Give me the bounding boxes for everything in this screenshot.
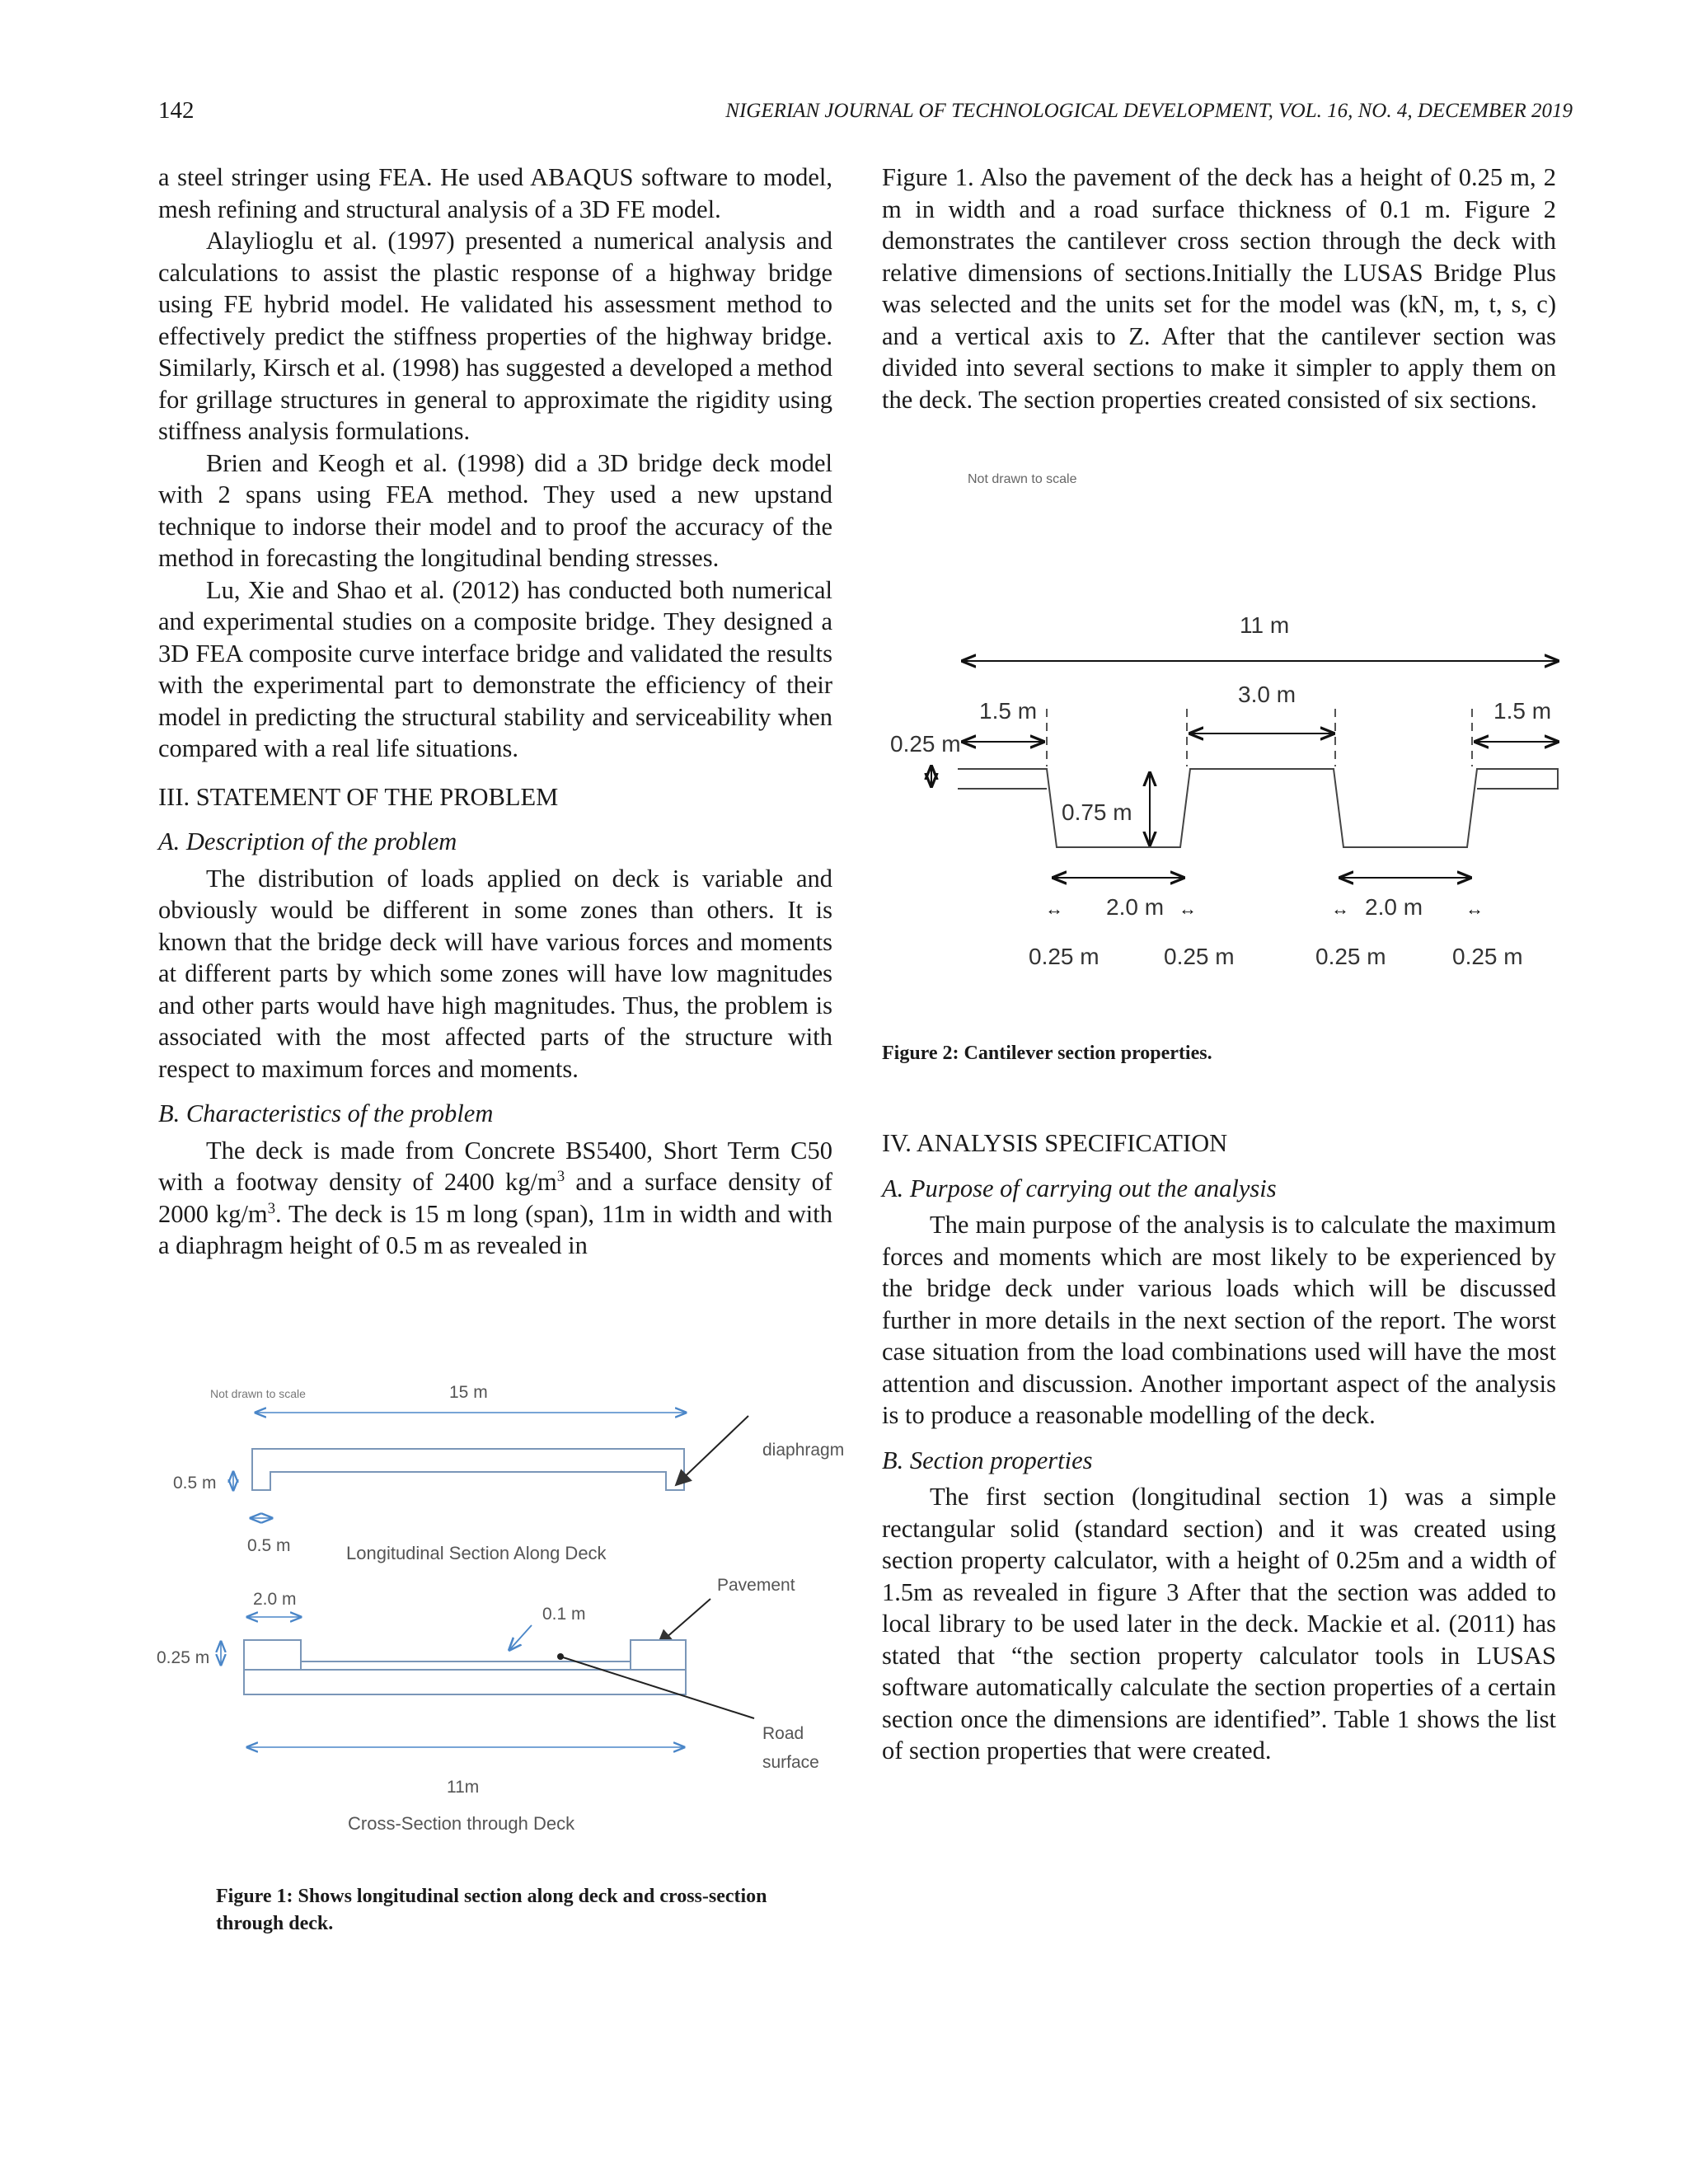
surface-label: 0.1 m [542,1605,586,1624]
subsection-heading: A. Purpose of carrying out the analysis [882,1174,1277,1202]
span-label: 15 m [449,1383,488,1402]
right-cantilever-label: 1.5 m [1493,698,1552,724]
paragraph: The main purpose of the analysis is to calculate the maximum forces and moments which are most likely to be experienced by the bridge deck under various loads which will be discussed further in more details in the next section of the report. The worst case situation from the load combinations used will have the most attention and discussion. Another important aspect of the analysis is to produce a reasonable modelling of the deck. [882,1211,1556,1429]
deck-width-label: 11m [447,1778,480,1797]
paragraph: The first section (longitudinal section 1) was a simple rectangular solid (standard section) and it was created using section property calculator, with a height of 0.25m and a width of 1.5m as revealed in figure 3 After that the section was added to local library to be used later in the deck. Mackie et al. (2011) has stated that “the section property calculator tools in LUSAS software automatically calculate the section properties of a certain section once the dimensions are identified”. Table 1 shows the list of section properties that were created. [882,1483,1556,1765]
paragraph: Alaylioglu et al. (1997) presented a numerical analysis and calculations to assist the plastic response of a highway bridge using FE hybrid model. He validated his assessment method to effectively predict the stiffness properties of the highway bridge. Similarly, Kirsch et al. (1998) has suggested a developed a method for grillage structures in general to approximate the rigidity using stiffness analysis formulations. [158,227,832,445]
deck-slab [244,1670,686,1694]
pointer-dot [557,1653,564,1660]
figure-2 [882,462,1566,989]
surface-pointer [509,1625,532,1650]
pavement-pointer [658,1599,710,1645]
taper-label: 0.25 m [1315,944,1386,969]
text-run: . The deck is 15 m long (span), 11m in width and with a diaphragm height of 0.5 m as revealed in [158,1199,832,1259]
subsection-heading: B. Characteristics of the problem [158,1099,494,1127]
left-cantilever-label: 1.5 m [979,698,1038,724]
width-label: 0.5 m [247,1536,291,1555]
superscript: 3 [267,1199,276,1217]
web-depth-label: 0.75 m [1062,799,1132,825]
paragraph [158,1135,832,1262]
figure-1-caption: Figure 1: Shows longitudinal section along deck and cross-section through deck. [216,1886,767,1934]
figure-1 [157,1368,857,1863]
paragraph: The distribution of loads applied on deck is variable and obviously would be different in some zones than others. It is known that the bridge deck will have various forces and moments at different parts by which some zones will have low magnitudes and other parts would have high magnitudes. Thus, the problem is associated with the most affected parts of the structure with respect to maximum forces and moments. [158,864,832,1083]
diaphragm-label: diaphragm [762,1441,845,1460]
footway-height-label: 0.25 m [157,1648,210,1667]
section-guides [1047,709,1472,766]
left-column [158,162,832,1262]
cross-title: Cross-Section through Deck [348,1813,575,1834]
road-label: Road [762,1724,804,1743]
footway-width-label: 2.0 m [253,1590,297,1609]
figure-2-drawing [882,462,1566,989]
section-heading: III. STATEMENT OF THE PROBLEM [158,782,559,811]
subsection-heading: A. Description of the problem [158,827,457,855]
web-width-label: 2.0 m [1365,894,1423,920]
mid-width-label: 3.0 m [1238,682,1296,707]
taper-label: 0.25 m [1452,944,1523,969]
right-pavement [631,1640,686,1670]
taper-arrow-icon: ↔ [1465,898,1484,919]
subsection-heading: B. Section properties [882,1446,1093,1474]
page-number: 142 [158,97,195,124]
diaphragm-pointer [676,1416,748,1485]
taper-arrow-icon: ↔ [1331,898,1349,919]
left-pavement [244,1640,301,1670]
taper-label: 0.25 m [1164,944,1235,969]
web-width-label: 2.0 m [1106,894,1165,920]
paragraph: a steel stringer using FEA. He used ABAQUS software to model, mesh refining and structural analysis of a 3D FE model. [158,163,832,223]
right-column-continued [882,1127,1556,1767]
section-heading: IV. ANALYSIS SPECIFICATION [882,1129,1228,1157]
longitudinal-deck [252,1449,684,1490]
paragraph: Brien and Keogh et al. (1998) did a 3D bridge deck model with 2 spans using FEA method. They used a new upstand technique to indorse their model and to proof the accuracy of the method in forecasting the longitudinal bending stresses. [158,448,832,572]
scale-note: Not drawn to scale [968,472,1077,486]
text-run: and a surface density of 2000 kg/m [158,1168,832,1228]
total-width-label: 11 m [1240,612,1290,638]
taper-arrow-icon: ↔ [1179,898,1197,919]
taper-label: 0.25 m [1029,944,1100,969]
scale-note: Not drawn to scale [210,1387,306,1400]
running-header: NIGERIAN JOURNAL OF TECHNOLOGICAL DEVELOPMENT, VOL. 16, NO. 4, DECEMBER 2019 [725,100,1573,122]
text-run: The deck is made from Concrete BS5400, Short Term C50 with a footway density of 2400 kg/m [158,1136,832,1196]
paragraph: Lu, Xie and Shao et al. (2012) has conducted both numerical and experimental studies on a composite bridge. They designed a 3D FEA composite curve interface bridge and validated the results with the experimental part to demonstrate the efficiency of their model in predicting the structural stability and serviceability when compared with a real life situations. [158,575,832,762]
height-label: 0.5 m [173,1474,217,1493]
taper-arrow-icon: ↔ [1045,898,1063,919]
figure-2-caption: Figure 2: Cantilever section properties. [882,1043,1212,1064]
surface-word-label: surface [762,1753,819,1772]
figure-1-drawing [157,1368,857,1863]
longitudinal-title: Longitudinal Section Along Deck [346,1543,607,1563]
paragraph: Figure 1. Also the pavement of the deck has a height of 0.25 m, 2 m in width and a road surface thickness of 0.1 m. Figure 2 demonstrates the cantilever cross section through the deck with relative dimensions of sections.Initially the LUSAS Bridge Plus was selected and the units set for the model was (kN, m, t, s, c) and a vertical axis to Z. After that the cantilever section was divided into several sections to make it simpler to apply them on the deck. The section properties created consisted of six sections. [882,163,1556,414]
pavement-label: Pavement [717,1576,795,1595]
slab-height-label: 0.25 m [890,731,961,757]
right-column [882,162,1556,415]
superscript: 3 [556,1167,565,1185]
cantilever-section [958,769,1558,847]
